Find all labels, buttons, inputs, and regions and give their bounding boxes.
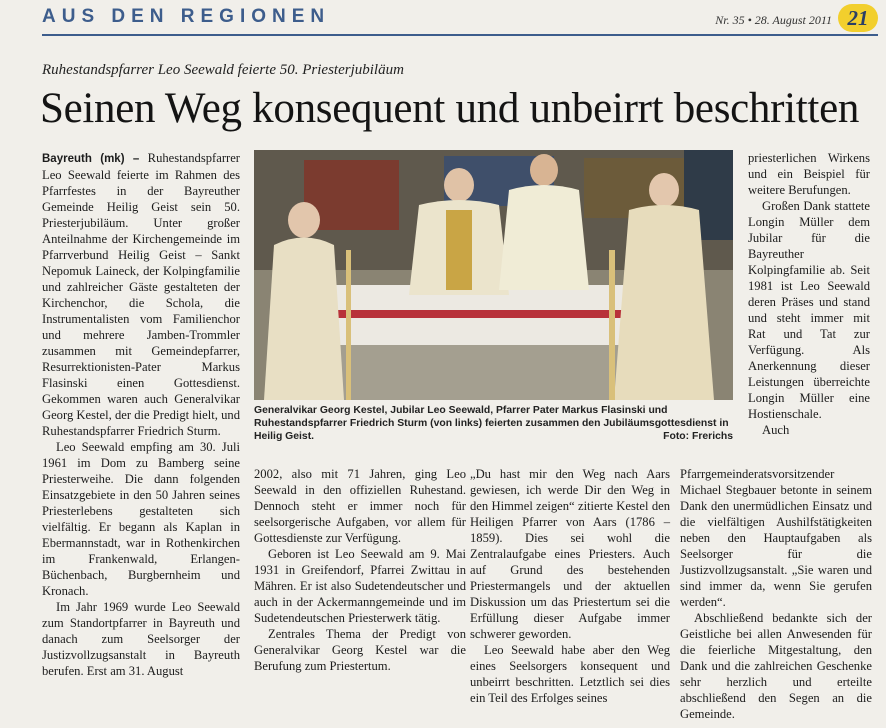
paragraph: Im Jahr 1969 wurde Leo Seewald zum Standortpfarrer in Bayreuth und danach zum Seelsorger der Justizvollzugsanstalt in Bayreuth berufen. Erst am 31. August <box>42 600 240 678</box>
paragraph: Auch <box>762 423 790 437</box>
paragraph-text: Ruhestandspfarrer Leo Seewald feierte im Rahmen des Pfarrfestes in der Bayreuther Gemeinde Heilig Geist sein 50. Priesterjubiläum. Unter großer Anteilnahme der Kirchengemeinde im Pfarrverbund Heilig Geist – Sankt Nepomuk Laineck, der Kolpingfamilie und zahlreicher Gäste gestalteten der Kirchenchor, die Schola, die Instrumentalisten vom Familienchor und mehrere Jamben-Trommler zusammen mit Gemeindepfarrer, Resurrektionisten-Pater Markus Flasinski einen Gottesdienst. Gekommen waren auch Generalvikar Georg Kestel, der die Predigt hielt, und Ruhestandspfarrer Friedrich Sturm. <box>42 151 240 438</box>
caption-text: Generalvikar Georg Kestel, Jubilar Leo Seewald, Pfarrer Pater Markus Flasinski und Ruhestandspfarrer Friedrich Sturm (von links) feierten zusammen den Jubiläumsgottesdienst in Heilig Geist. <box>254 405 729 442</box>
article-photo <box>254 150 733 400</box>
paragraph <box>42 150 240 439</box>
section-title: AUS DEN REGIONEN <box>42 6 331 27</box>
paragraph: 2002, also mit 71 Jahren, ging Leo Seewald in den offiziellen Ruhestand. Dennoch steht er immer noch für seelsorgerische Aufgaben, vor allem für Gottesdienste zur Verfügung. <box>254 467 466 545</box>
header-rule <box>42 34 878 36</box>
photo-caption <box>254 404 733 443</box>
page-number-badge: 21 <box>838 4 878 32</box>
paragraph: Großen Dank stattete Longin Müller dem Jubilar für die Bayreuther Kolpingfamilie ab. Seit 1981 ist Leo Seewald deren Präses und stand und steht immer mit Rat und Tat zur Verfügung. Als Anerkennung dieser Leistungen überreichte Longin Müller eine Hostienschale. <box>748 199 870 421</box>
article-column-3 <box>470 466 670 706</box>
article-kicker: Ruhestandspfarrer Leo Seewald feierte 50. Priesterjubiläum <box>42 62 404 78</box>
page-header <box>0 0 886 36</box>
paragraph: Pfarrgemeinderatsvorsitzender Michael Stegbauer betonte in seinem Dank den unermüdlichen Einsatz und die vielfältigen Aushilfstätigkeiten neben den Hauptaufgaben als Seelsorger für die Justizvollzugsanstalt. „Sie waren und sind immer da, wenn Sie gerufen werden“. <box>680 467 872 609</box>
paragraph: Leo Seewald empfing am 30. Juli 1961 im Dom zu Bamberg seine Priesterweihe. Die dann folgenden Einsatzgebiete in den 50 Jahren seines Priesterlebens gestalteten sich vielfältig. Er begann als Kaplan in Ebermannstadt, war in Rothenkirchen im Frankenwald, Erlangen-Büchenbach, Burgbernheim und Kronach. <box>42 440 240 598</box>
article-headline: Seinen Weg konsequent und unbeirrt beschritten <box>40 85 860 132</box>
photo-credit: Foto: Frerichs <box>663 431 733 442</box>
paragraph: priesterlichen Wirkens und ein Beispiel für weitere Berufungen. <box>748 151 870 197</box>
article-column-4-continued <box>680 466 872 722</box>
paragraph: Geboren ist Leo Seewald am 9. Mai 1931 in Greifendorf, Pfarrei Zwittau in Mähren. Er ist also Sudetendeutscher und auch in der Ackermanngemeinde und im Sudetendeutschen Priesterwerk tätig. <box>254 547 466 625</box>
paragraph: Zentrales Thema der Predigt von Generalvikar Georg Kestel war die Berufung zum Priestertum. <box>254 627 466 673</box>
paragraph: Leo Seewald habe aber den Weg eines Seelsorgers konsequent und unbeirrt beschritten. Letztlich sei dies ein Teil des Erfolges seines <box>470 643 670 705</box>
paragraph: „Du hast mir den Weg nach Aars gewiesen, ich werde Dir den Weg in den Himmel zeigen“ zitierte Kestel den Heiligen Pfarrer von Aars (1786 – 1859). Dies sei wohl die Zentralaufgabe eines Priesters. Auch auf Grund des bestehenden Priestermangels und der aktuellen Diskussion um das Priestertum sei die Erfüllung dieser Aufgabe immer schwerer geworden. <box>470 467 670 641</box>
paragraph: Abschließend bedankte sich der Geistliche bei allen Anwesenden für die feierliche Mitgestaltung, den Dank und die zahlreichen Geschenke sehr herzlich und erteilte abschließend den Segen an die Gemeinde. <box>680 611 872 721</box>
article-column-1 <box>42 150 240 679</box>
issue-info: Nr. 35 • 28. August 2011 <box>715 13 832 27</box>
article-column-2 <box>254 466 466 674</box>
photo-illustration <box>254 150 733 400</box>
dateline: Bayreuth (mk) – <box>42 153 140 165</box>
article-column-4 <box>748 150 870 438</box>
